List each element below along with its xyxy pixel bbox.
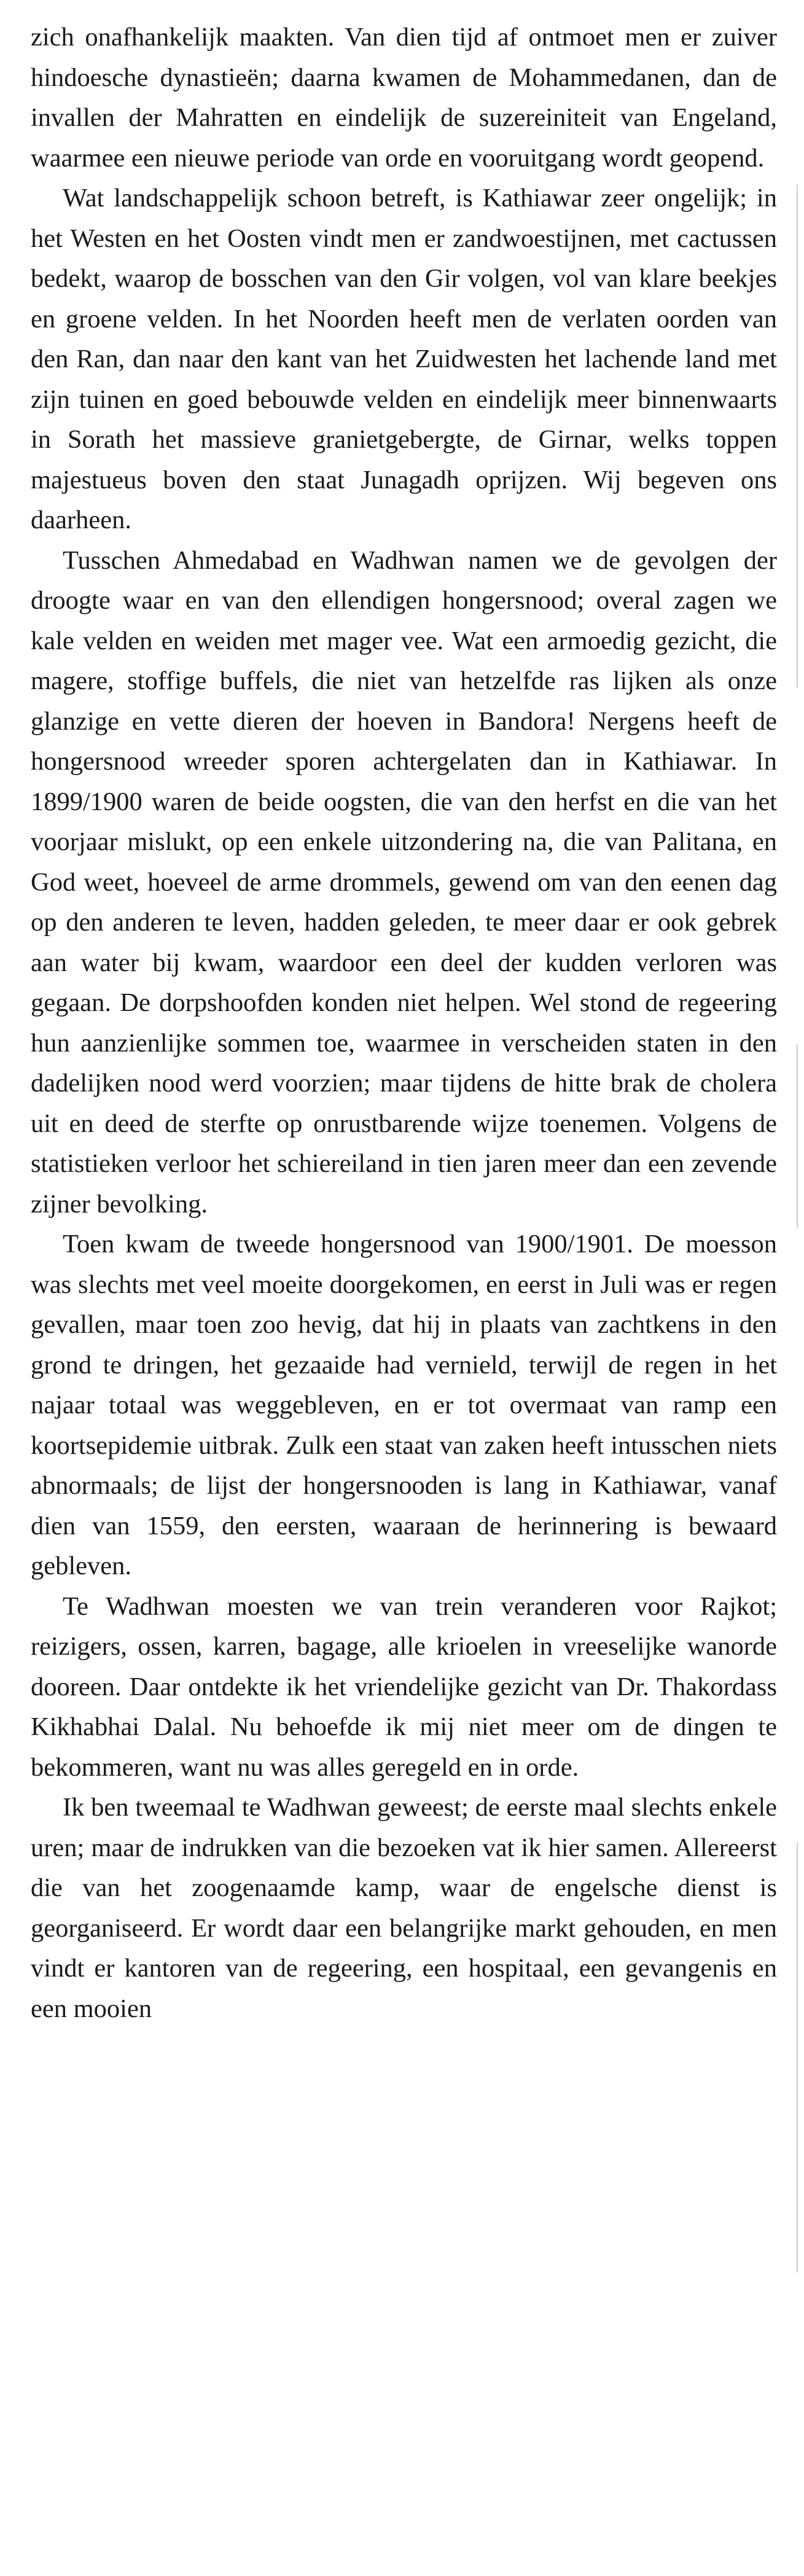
paragraph-4: Toen kwam de tweede hongersnood van 1900/1901. De moesson was slechts met veel moeite doorgekomen, en eerst in Juli was er regen gevallen, maar toen zoo hevig, dat hij in plaats van zachtkens in den grond te dringen, het gezaaide had vernield, terwijl de regen in het najaar totaal was weggebleven, en er tot overmaat van ramp een koortsepidemie uitbrak. Zulk een staat van zaken heeft intusschen niets abnormaals; de lijst der hongersnooden is lang in Kathiawar, vanaf dien van 1559, den eersten, waaraan de herinnering is bewaard gebleven.	[31, 1230, 777, 1580]
scan-margin-line	[797, 1044, 798, 1228]
scan-margin-line	[797, 184, 798, 688]
paragraph-3: Tusschen Ahmedabad en Wadhwan namen we de gevolgen der droogte waar en van den ellendigen hongersnood; overal zagen we kale velden en weiden met mager vee. Wat een armoedig gezicht, die magere, stoffige buffels, die niet van hetzelfde ras lijken als onze glanzige en vette dieren der hoeven in Bandora! Nergens heeft de hongersnood wreeder sporen achtergelaten dan in Kathiawar. In 1899/1900 waren de beide oogsten, die van den herfst en die van het voorjaar mislukt, op een enkele uitzondering na, die van Palitana, en God weet, hoeveel de arme drommels, gewend om van den eenen dag op den anderen te leven, hadden geleden, te meer daar er ook gebrek aan water bij kwam, waardoor een deel der kudden verloren was gegaan. De dorpshoofden konden niet helpen. Wel stond de regeering hun aanzienlijke sommen toe, waarmee in verscheiden staten in den dadelijken nood werd voorzien; maar tijdens de hitte brak de cholera uit en deed de sterfte op onrustbarende wijze toenemen. Volgens de statistieken verloor het schiereiland in tien jaren meer dan een zevende zijner bevolking.	[31, 545, 777, 1219]
paragraph-2: Wat landschappelijk schoon betreft, is Kathiawar zeer ongelijk; in het Westen en het Oosten vindt men er zandwoestijnen, met cactussen bedekt, waarop de bosschen van den Gir volgen, vol van klare beekjes en groene velden. In het Noorden heeft men de verlaten oorden van den Ran, dan naar den kant van het Zuidwesten het lachende land met zijn tuinen en goed bebouwde velden en eindelijk meer binnenwaarts in Sorath het massieve granietgebergte, de Girnar, welks toppen majestueus boven den staat Junagadh oprijzen. Wij begeven ons daarheen.	[31, 184, 777, 534]
page-text-block	[31, 17, 777, 2029]
paragraph-1: zich onafhankelijk maakten. Van dien tijd af ontmoet men er zuiver hindoesche dynastieën; daarna kwamen de Mohammedanen, dan de invallen der Mahratten en eindelijk de suzereiniteit van Engeland, waarmee een nieuwe periode van orde en vooruitgang wordt geopend.	[31, 23, 777, 173]
paragraph-5: Te Wadhwan moesten we van trein veranderen voor Rajkot; reizigers, ossen, karren, bagage, alle krioelen in vreeselijke wanorde dooreen. Daar ontdekte ik het vriendelijke gezicht van Dr. Thakordass Kikhabhai Dalal. Nu behoefde ik mij niet meer om de dingen te bekommeren, want nu was alles geregeld en in orde.	[31, 1591, 777, 1782]
paragraph-6: Ik ben tweemaal te Wadhwan geweest; de eerste maal slechts enkele uren; maar de indrukken van die bezoeken vat ik hier samen. Allereerst die van het zoogenaamde kamp, waar de engelsche dienst is georganiseerd. Er wordt daar een belangrijke markt gehouden, en men vindt er kantoren van de regeering, een hospitaal, een gevangenis en een mooien	[31, 1793, 777, 2023]
scan-margin-line	[797, 1843, 798, 2273]
